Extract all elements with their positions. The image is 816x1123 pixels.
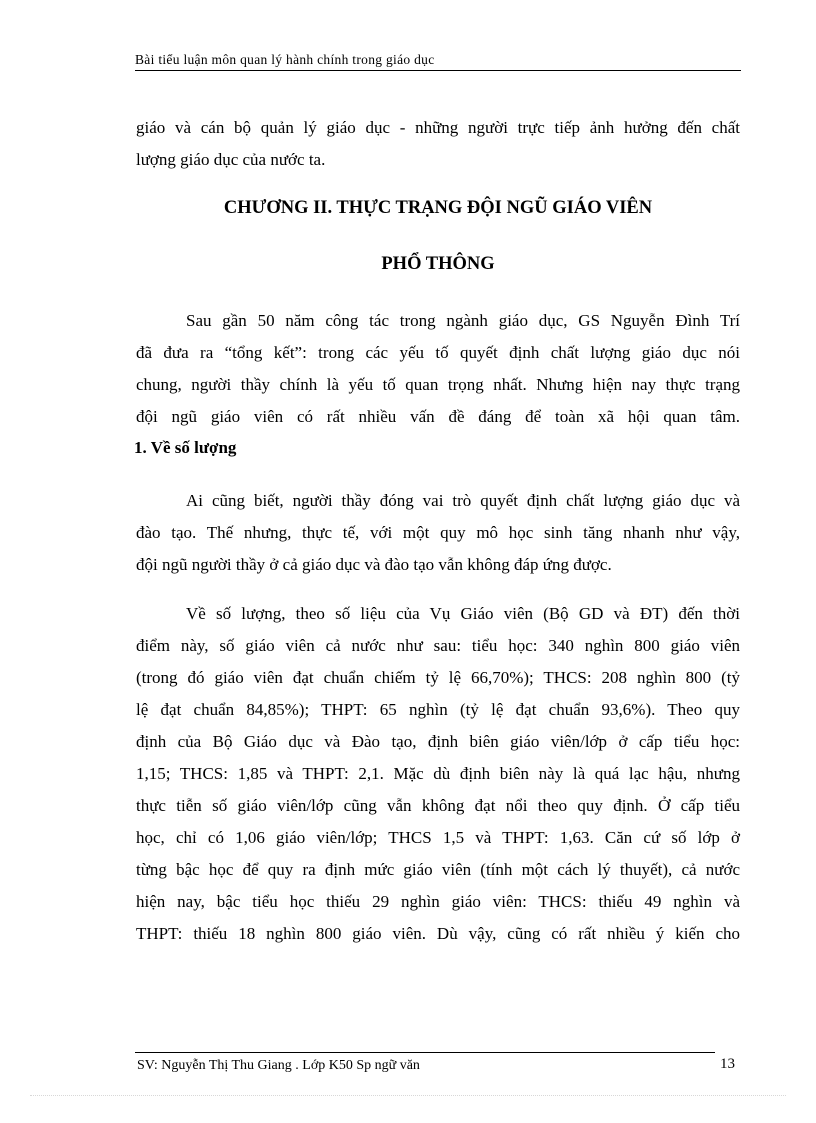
text-line: học, chỉ có 1,06 giáo viên/lớp; THCS 1,5 và THPT: 1,63. Căn cứ số lớp ở xyxy=(136,828,740,847)
text-line: 1,15; THCS: 1,85 và THPT: 2,1. Mặc dù định biên này là quá lạc hậu, nhưng xyxy=(136,764,740,783)
footer-rule xyxy=(135,1052,715,1053)
text-line: đội ngũ giáo viên có rất nhiều vấn đề đáng để toàn xã hội quan tâm. xyxy=(136,407,740,426)
text-line: đội ngũ người thầy ở cả giáo dục và đào tạo vẫn không đáp ứng được. xyxy=(136,555,612,574)
text-line: (trong đó giáo viên đạt chuẩn chiếm tỷ lệ 66,70%); THCS: 208 nghìn 800 (tỷ xyxy=(136,668,740,687)
text-line: đã đưa ra “tổng kết”: trong các yếu tố quyết định chất lượng giáo dục nói xyxy=(136,343,740,362)
footer-author: SV: Nguyễn Thị Thu Giang . Lớp K50 Sp ngữ văn xyxy=(137,1058,420,1073)
text-line: hiện nay, bậc tiểu học thiếu 29 nghìn giáo viên: THCS: thiếu 49 nghìn và xyxy=(136,892,740,911)
text-line: Sau gần 50 năm công tác trong ngành giáo dục, GS Nguyễn Đình Trí xyxy=(186,311,740,330)
text-line: THPT: thiếu 18 nghìn 800 giáo viên. Dù vậy, cũng có rất nhiều ý kiến cho xyxy=(136,924,740,943)
running-header: Bài tiểu luận môn quan lý hành chính trong giáo dục xyxy=(135,52,741,71)
text-line: lệ đạt chuẩn 84,85%); THPT: 65 nghìn (tỷ lệ đạt chuẩn 93,6%). Theo quy xyxy=(136,700,740,719)
text-line: Ai cũng biết, người thầy đóng vai trò quyết định chất lượng giáo dục và xyxy=(186,491,740,510)
chapter-title-line-2: PHỔ THÔNG xyxy=(381,254,495,274)
text-line: Về số lượng, theo số liệu của Vụ Giáo viên (Bộ GD và ĐT) đến thời xyxy=(186,604,740,623)
page-number: 13 xyxy=(720,1056,735,1072)
page-edge-divider xyxy=(30,1095,786,1096)
text-line: định của Bộ Giáo dục và Đào tạo, định biên giáo viên/lớp ở cấp tiểu học: xyxy=(136,732,740,751)
text-line: điểm này, số giáo viên cả nước như sau: tiểu học: 340 nghìn 800 giáo viên xyxy=(136,636,740,655)
section-heading: 1. Về số lượng xyxy=(134,438,237,457)
text-line: từng bậc học để quy ra định mức giáo viên (tính một cách lý thuyết), cả nước xyxy=(136,860,740,879)
text-line: giáo và cán bộ quản lý giáo dục - những người trực tiếp ảnh hưởng đến chất xyxy=(136,118,740,137)
text-line: chung, người thầy chính là yếu tố quan trọng nhất. Nhưng hiện nay thực trạng xyxy=(136,375,740,394)
text-line: thực tiễn số giáo viên/lớp cũng vẫn không đạt nổi theo quy định. Ở cấp tiểu xyxy=(136,796,740,815)
text-line: đào tạo. Thế nhưng, thực tế, với một quy mô học sinh tăng nhanh như vậy, xyxy=(136,523,740,542)
text-line: lượng giáo dục của nước ta. xyxy=(136,150,326,169)
chapter-title-line-1: CHƯƠNG II. THỰC TRẠNG ĐỘI NGŨ GIÁO VIÊN xyxy=(223,198,653,218)
